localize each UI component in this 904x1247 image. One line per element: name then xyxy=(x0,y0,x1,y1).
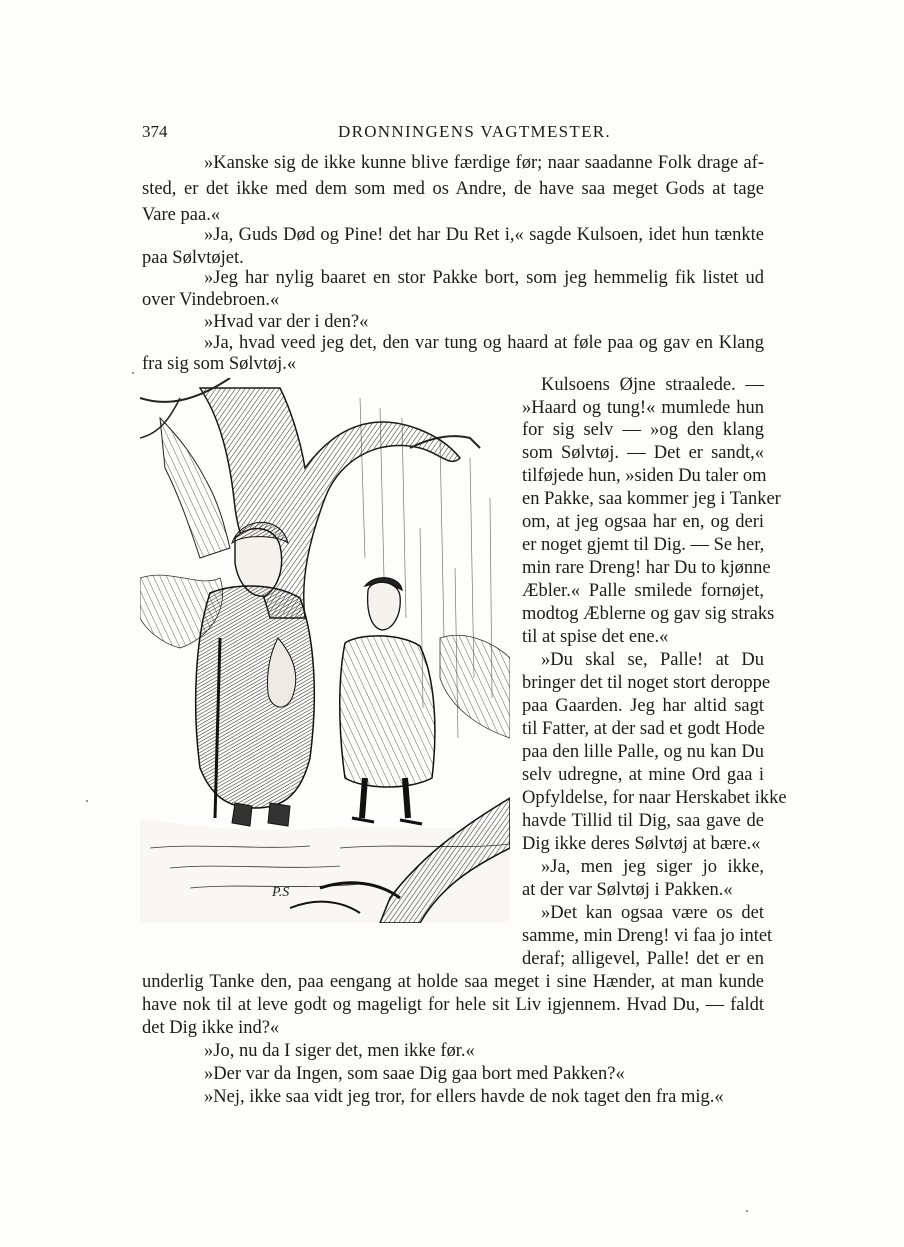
text-line: »Jo, nu da I siger det, men ikke før.« xyxy=(204,1041,475,1061)
text-line: tilføjede hun, »siden Du taler om xyxy=(522,466,767,486)
text-line: »Der var da Ingen, som saae Dig gaa bort med Pakken?« xyxy=(204,1064,625,1084)
text-line: paa den lille Palle, og nu kan Du xyxy=(522,742,764,762)
text-line: have nok til at leve godt og mageligt for hele sit Liv igjennem. Hvad Du, — faldt xyxy=(142,995,764,1015)
illustration-woodcut xyxy=(140,378,510,923)
text-line: deraf; alligevel, Palle! det er en xyxy=(522,949,764,969)
text-line: om, at jeg ogsaa har en, og deri xyxy=(522,512,764,532)
text-line: til Fatter, at der sad et godt Hode xyxy=(522,719,765,739)
page-number: 374 xyxy=(142,122,168,141)
text-line: at der var Sølvtøj i Pakken.« xyxy=(522,880,733,900)
text-line: Dig ikke deres Sølvtøj at bære.« xyxy=(522,834,761,854)
text-line: paa Gaarden. Jeg har altid sagt xyxy=(522,696,764,716)
text-line: »Jeg har nylig baaret en stor Pakke bort, som jeg hemmelig fik listet ud xyxy=(204,268,764,288)
text-line: »Hvad var der i den?« xyxy=(204,312,369,332)
illustration-signature: P.S xyxy=(272,885,290,900)
text-line: »Ja, men jeg siger jo ikke, xyxy=(541,857,764,877)
text-line: Vare paa.« xyxy=(142,205,221,225)
text-line: Kulsoens Øjne straalede. — xyxy=(541,375,764,395)
text-line: Æbler.« Palle smilede fornøjet, xyxy=(522,581,764,601)
text-line: »Haard og tung!« mumlede hun xyxy=(522,398,764,418)
text-line: over Vindebroen.« xyxy=(142,290,280,310)
text-line: min rare Dreng! har Du to kjønne xyxy=(522,558,771,578)
text-line: »Du skal se, Palle! at Du xyxy=(541,650,764,670)
text-line: til at spise det ene.« xyxy=(522,627,669,647)
text-line: »Ja, hvad veed jeg det, den var tung og haard at føle paa og gav en Klang xyxy=(204,333,764,353)
text-line: »Ja, Guds Død og Pine! det har Du Ret i,« sagde Kulsoen, idet hun tænkte xyxy=(204,225,764,245)
illustration-drawing xyxy=(140,378,510,923)
text-line: modtog Æblerne og gav sig straks xyxy=(522,604,775,624)
text-line: sted, er det ikke med dem som med os Andre, de have saa meget Gods at tage xyxy=(142,179,764,199)
text-line: bringer det til noget stort deroppe xyxy=(522,673,771,693)
ink-speck xyxy=(86,800,88,802)
text-line: samme, min Dreng! vi faa jo intet xyxy=(522,926,773,946)
text-line: det Dig ikke ind?« xyxy=(142,1018,280,1038)
ink-speck xyxy=(746,1210,748,1212)
ink-speck xyxy=(132,372,134,374)
text-line: »Nej, ikke saa vidt jeg tror, for ellers havde de nok taget den fra mig.« xyxy=(204,1087,724,1107)
text-line: en Pakke, saa kommer jeg i Tanker xyxy=(522,489,781,509)
text-line: fra sig som Sølvtøj.« xyxy=(142,354,297,374)
text-line: paa Sølvtøjet. xyxy=(142,248,244,268)
text-line: som Sølvtøj. — Det er sandt,« xyxy=(522,443,764,463)
text-line: Opfyldelse, for naar Herskabet ikke xyxy=(522,788,787,808)
text-line: selv udregne, at mine Ord gaa i xyxy=(522,765,764,785)
text-line: underlig Tanke den, paa eengang at holde saa meget i sine Hænder, at man kunde xyxy=(142,972,764,992)
text-line: »Det kan ogsaa være os det xyxy=(541,903,764,923)
running-head: DRONNINGENS VAGTMESTER. xyxy=(338,122,611,141)
text-line: er noget gjemt til Dig. — Se her, xyxy=(522,535,765,555)
text-line: havde Tillid til Dig, saa gave de xyxy=(522,811,764,831)
text-line: for sig selv — »og den klang xyxy=(522,420,764,440)
text-line: »Kanske sig de ikke kunne blive færdige før; naar saadanne Folk drage af- xyxy=(204,153,764,173)
